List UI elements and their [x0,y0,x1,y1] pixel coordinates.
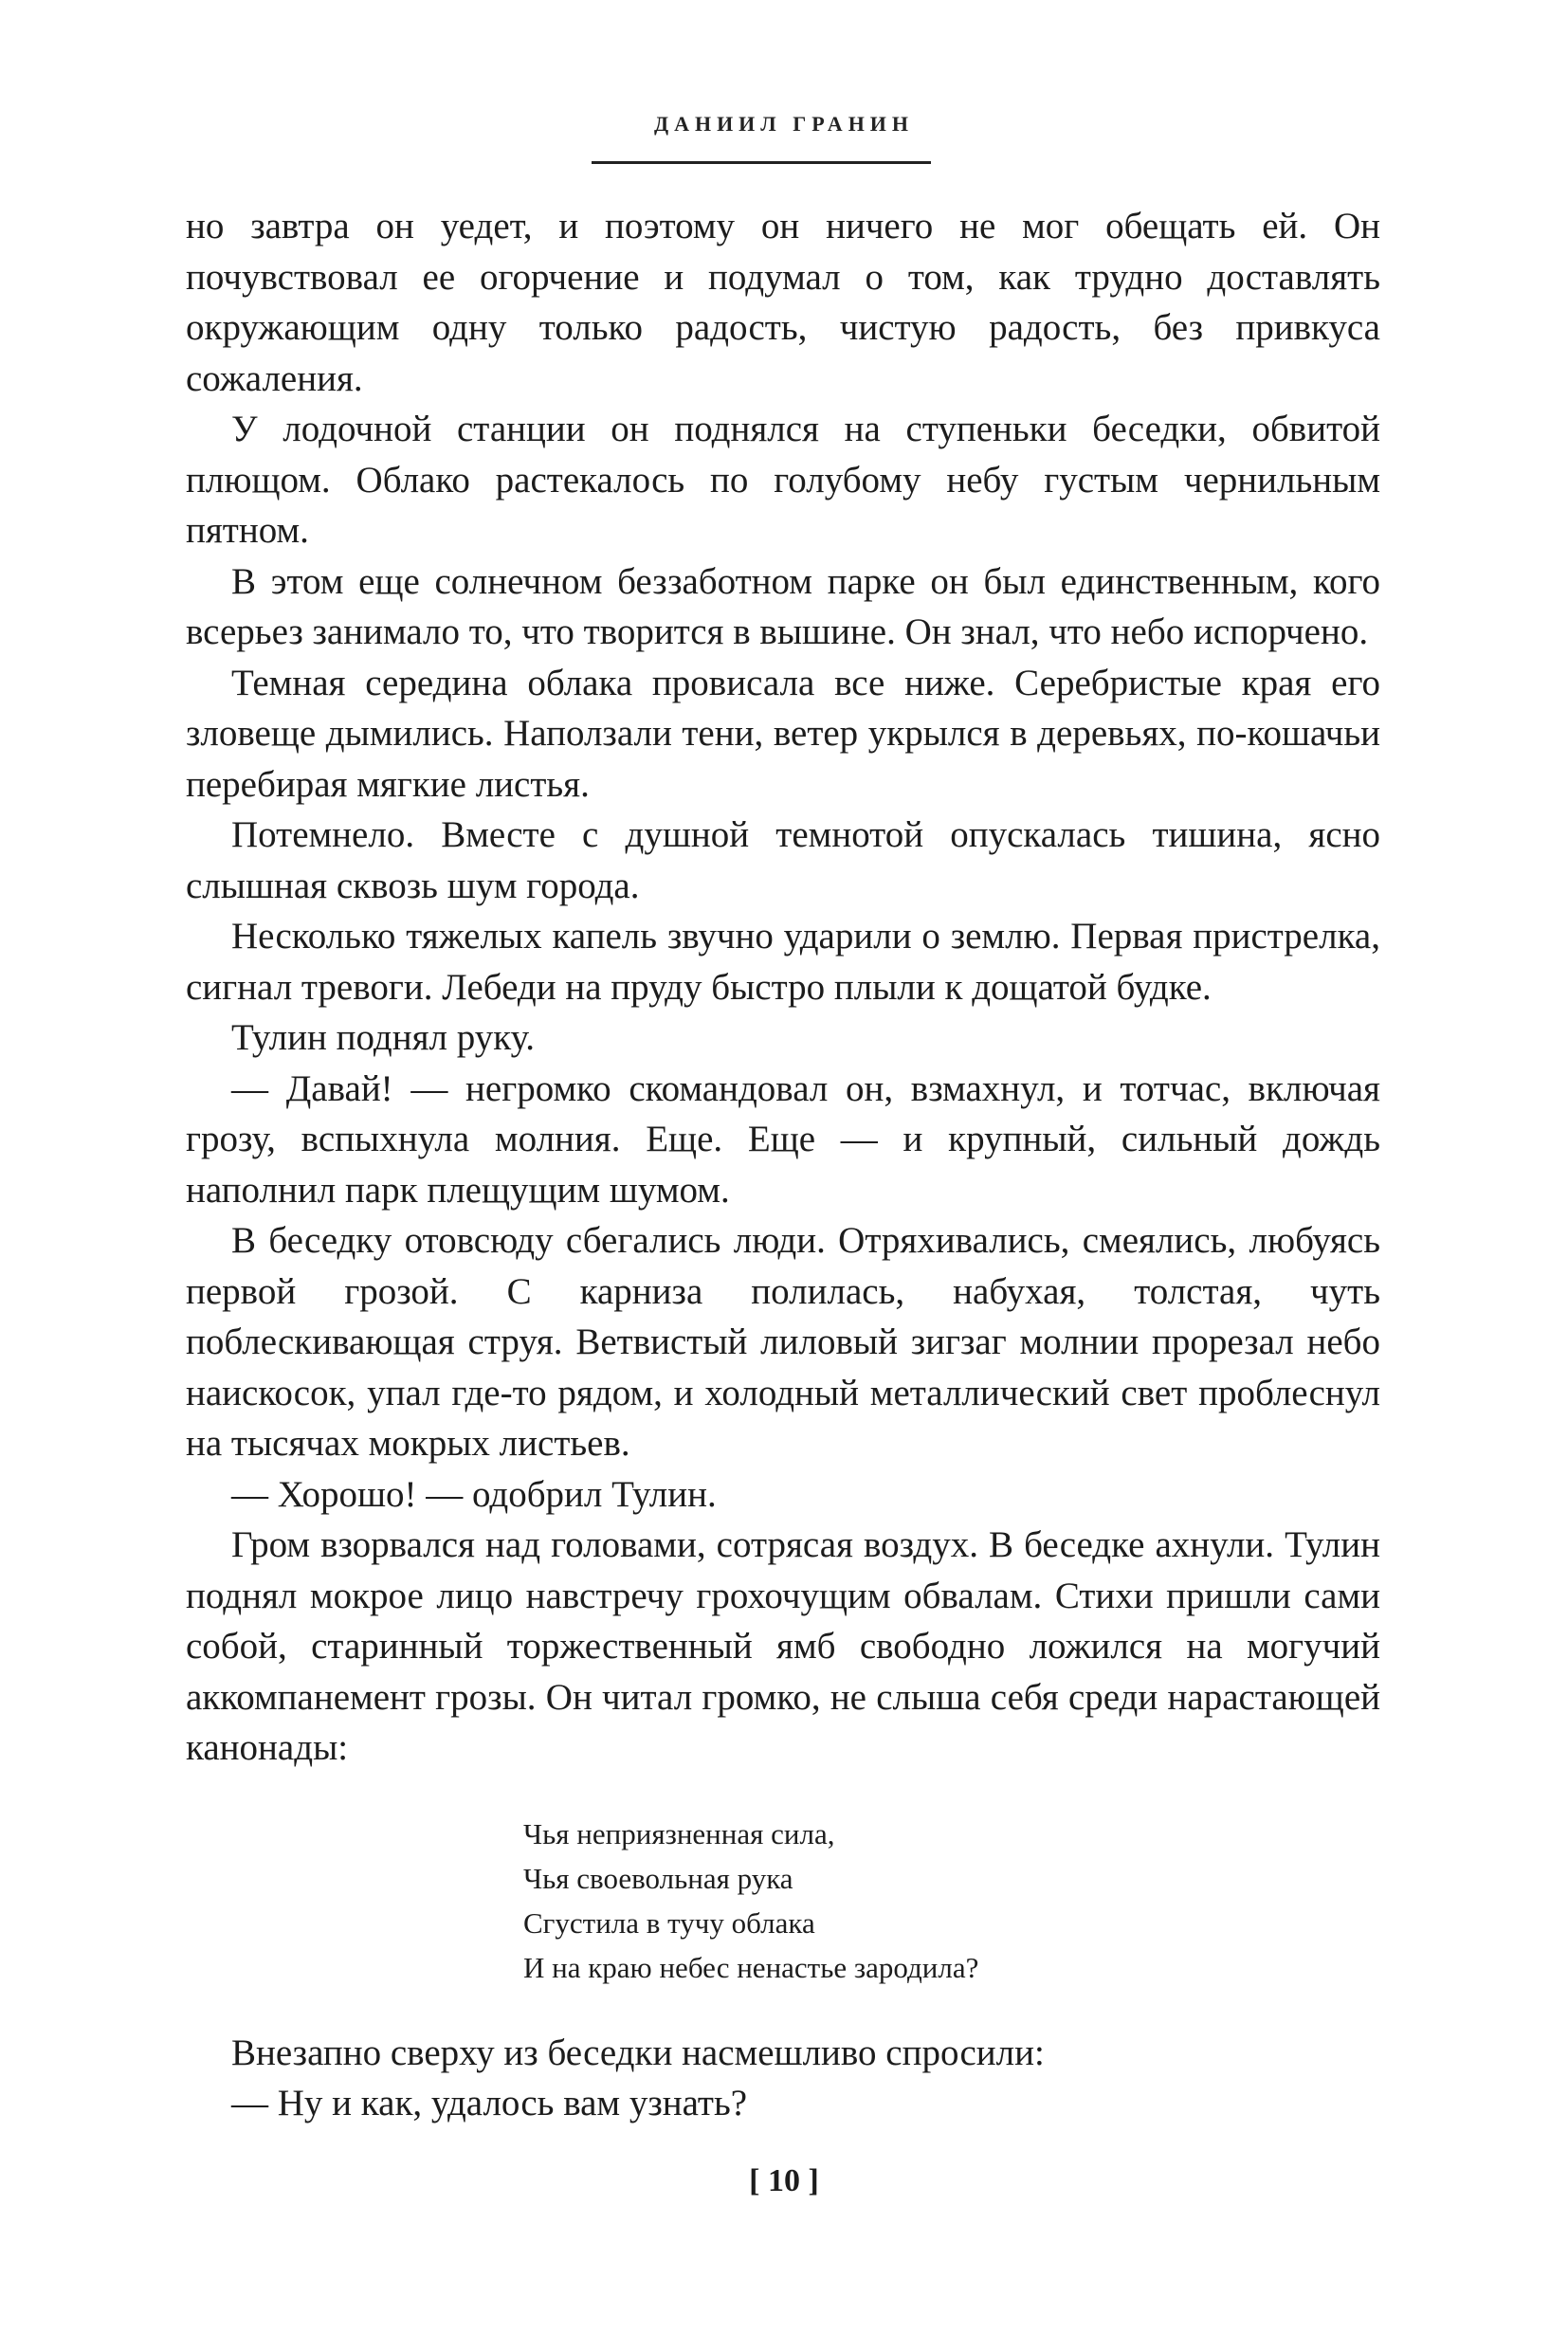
poem-line: Чья неприязненная сила, [523,1816,835,1850]
paragraph: Внезапно сверху из беседки насмешливо спросили: [231,2032,1045,2073]
page-number: [ 10 ] [749,2163,819,2198]
paragraph: Темная середина облака провисала все ниже. Серебристые края его зловеще дымились. Наползали тени, ветер укрылся в деревьях, по-кошачьи перебирая мягкие листья. [186,662,1380,805]
body-text [186,201,1380,2129]
running-header: ДАНИИЛ ГРАНИН [653,112,915,136]
paragraph: В беседку отовсюду сбегались люди. Отряхивались, смеялись, любуясь первой грозой. С карниза полилась, набухая, толстая, чуть поблескивающая струя. Ветвистый лиловый зигзаг молнии прорезал небо наискосок, упал где-то рядом, и холодный металлический свет проблеснул на тысячах мокрых листьев. [186,1220,1380,1464]
header-rule [592,161,931,164]
dialogue-paragraph: — Ну и как, удалось вам узнать? [231,2083,748,2123]
paragraph: Несколько тяжелых капель звучно ударили о землю. Первая пристрелка, сигнал тревоги. Лебеди на пруду быстро плыли к дощатой будке. [186,916,1380,1008]
poem-stanza [523,1812,1380,1990]
paragraph: Тулин поднял руку. [231,1017,535,1058]
paragraph: У лодочной станции он поднялся на ступеньки беседки, обвитой плющом. Облако растекалось по голубому небу густым чернильным пятном. [186,409,1380,551]
poem-line: Сгустила в тучу облака [523,1905,815,1940]
poem-line: Чья своевольная рука [523,1861,793,1895]
poem-line: И на краю небес ненастье зародила? [523,1950,979,1984]
dialogue-paragraph: — Давай! — негромко скомандовал он, взмахнул, и тотчас, включая грозу, вспыхнула молния. Еще. Еще — и крупный, сильный дождь наполнил парк плещущим шумом. [186,1067,1380,1211]
paragraph: но завтра он уедет, и поэтому он ничего не мог обещать ей. Он почувствовал ее огорчение и подумал о том, как трудно доставлять окружающим одну только радость, чистую радость, без привкуса сожаления. [186,206,1380,399]
paragraph: Потемнело. Вместе с душной темнотой опускалась тишина, ясно слышная сквозь шум города. [186,814,1380,906]
paragraph: Гром взорвался над головами, сотрясая воздух. В беседке ахнули. Тулин поднял мокрое лицо навстречу грохочущим обвалам. Стихи пришли сами собой, старинный торжественный ямб свободно ложился на могучий аккомпанемент грозы. Он читал громко, не слыша себя среди нарастающей канонады: [186,1524,1380,1768]
dialogue-paragraph: — Хорошо! — одобрил Тулин. [231,1473,717,1515]
paragraph: В этом еще солнечном беззаботном парке он был единственным, кого всерьез занимало то, что творится в вышине. Он знал, что небо испорчено. [186,560,1380,652]
